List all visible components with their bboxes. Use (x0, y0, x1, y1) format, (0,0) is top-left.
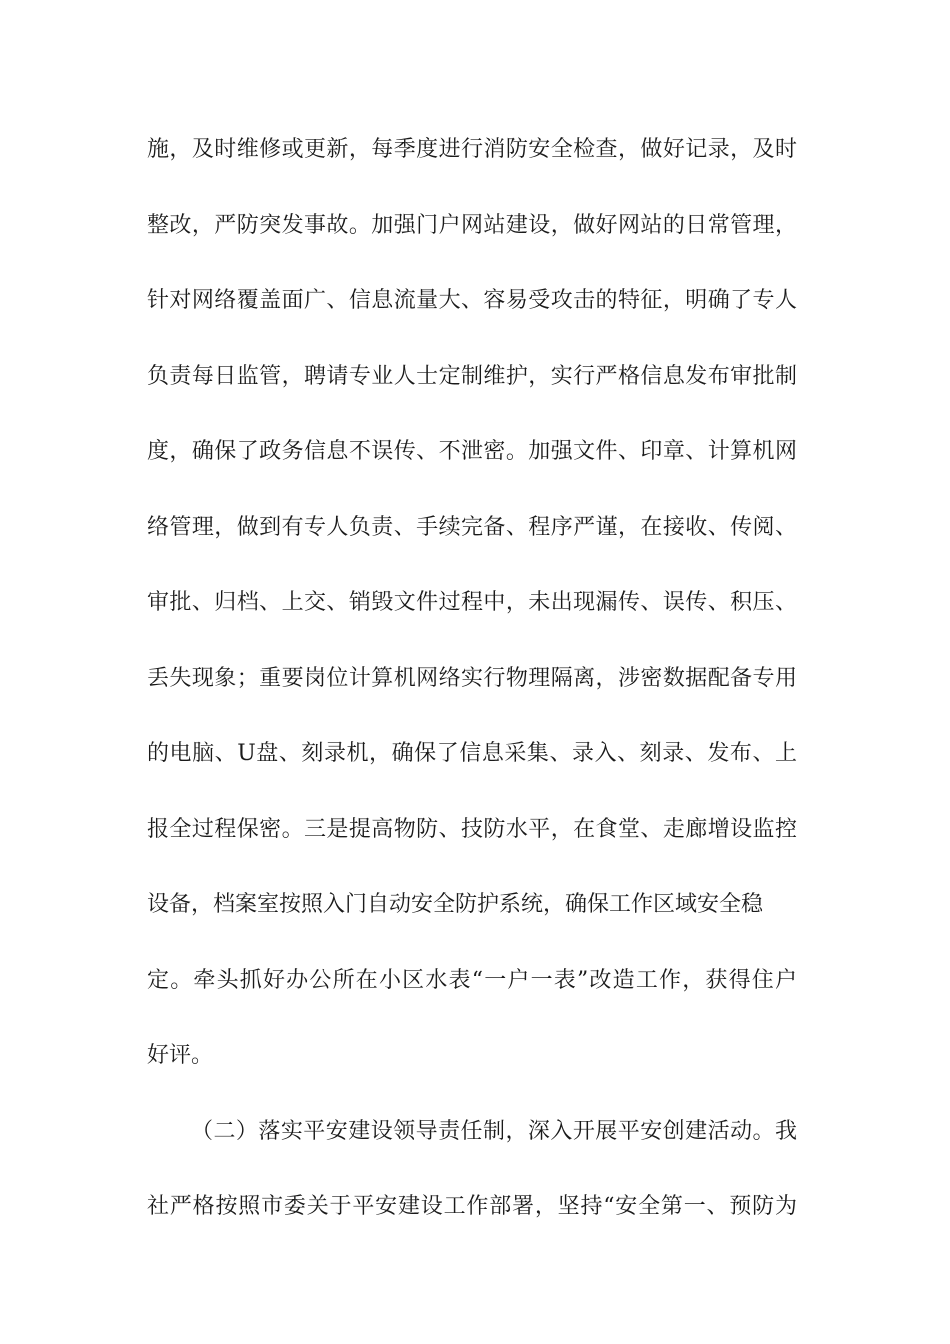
text-line-12: 定。牵头抓好办公所在小区水表“一户一表”改造工作，获得住户 (147, 967, 797, 993)
text-line-11: 设备，档案室按照入门自动安全防护系统，确保工作区域安全稳 (147, 892, 764, 917)
text-line-9: 的电脑、U盘、刻录机，确保了信息采集、录入、刻录、发布、上 (147, 741, 797, 766)
text-line-5: 度，确保了政务信息不误传、不泄密。加强文件、印章、计算机网 (147, 439, 797, 464)
text-line-4: 负责每日监管，聘请专业人士定制维护，实行严格信息发布审批制 (147, 363, 797, 389)
text-line-2: 整改，严防突发事故。加强门户网站建设，做好网站的日常管理， (147, 212, 797, 238)
text-line-6: 络管理，做到有专人负责、手续完备、程序严谨，在接收、传阅、 (147, 514, 797, 540)
section-heading-line: （二）落实平安建设领导责任制，深入开展平安创建活动。我 (191, 1118, 797, 1144)
text-line-13: 好评。 (147, 1043, 214, 1068)
text-line-1: 施，及时维修或更新，每季度进行消防安全检查，做好记录，及时 (147, 137, 797, 162)
text-line-7: 审批、归档、上交、销毁文件过程中，未出现漏传、误传、积压、 (147, 590, 797, 615)
body-text (147, 128, 797, 1261)
text-line-10: 报全过程保密。三是提高物防、技防水平，在食堂、走廊增设监控 (147, 816, 797, 842)
text-line-8: 丢失现象；重要岗位计算机网络实行物理隔离，涉密数据配备专用 (147, 665, 797, 691)
text-line-15: 社严格按照市委关于平安建设工作部署，坚持“安全第一、预防为 (147, 1194, 797, 1219)
text-line-3: 针对网络覆盖面广、信息流量大、容易受攻击的特征，明确了专人 (147, 288, 797, 313)
